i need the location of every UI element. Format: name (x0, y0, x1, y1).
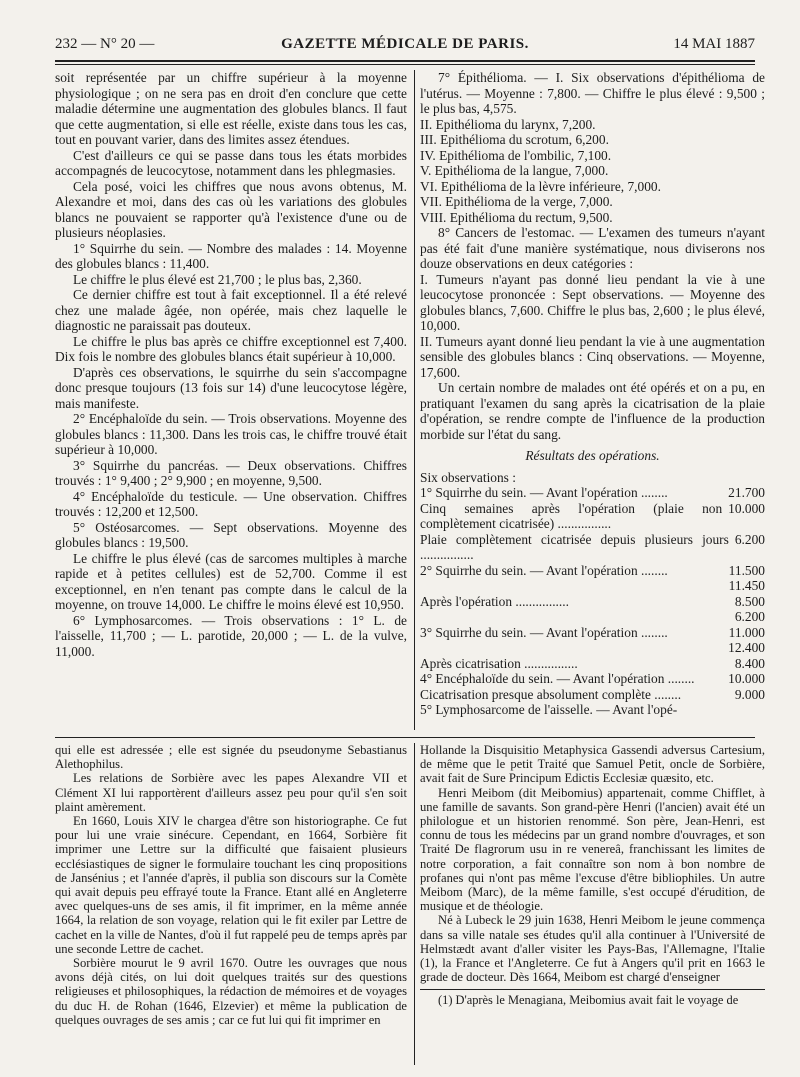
table-row: 6.200 (734, 609, 765, 624)
upper-left-column (55, 70, 407, 659)
journal-title: GAZETTE MÉDICALE DE PARIS. (281, 36, 529, 52)
list-item: V. Epithélioma de la langue, 7,000. (420, 163, 609, 178)
footnote-rule (420, 989, 765, 990)
page-header (55, 36, 755, 56)
table-row: 3° Squirrhe du sein. — Avant l'opération ........ 11.000 (420, 624, 765, 640)
table-row: Après l'opération ................ 8.500 (420, 593, 765, 609)
header-rule (55, 60, 755, 62)
table-row: Cinq semaines après l'opération (plaie non complètement cicatrisée) ................ 10.000 (420, 500, 765, 531)
upper-right-column (420, 70, 765, 718)
results-intro: Six observations : (420, 469, 516, 485)
table-row: 11.450 (728, 578, 765, 593)
results-table (420, 485, 765, 718)
section-rule (55, 737, 755, 738)
issue-date: 14 MAI 1887 (673, 36, 755, 52)
paragraph: Hollande la Disquisitio Metaphysica Gassendi adversus Cartesium, de même que le petit Traité que Samuel Petit, oncle de Sorbière, avait fait de Sure Principum Edictis Ecclesiæ quæsito, etc. (420, 743, 765, 786)
results-heading: Résultats des opérations. (525, 448, 660, 463)
column-divider (414, 70, 415, 730)
list-item: VI. Epithélioma de la lèvre inférieure, 7,000. (420, 178, 661, 194)
lower-left-column (55, 743, 407, 1027)
paragraph: Les relations de Sorbière avec les papes Alexandre VII et Clément XI lui rapportèrent d'ailleurs assez peu pour qu'il s'en soit plaint amèrement. (55, 771, 407, 814)
list-item: IV. Epithélioma de l'ombilic, 7,100. (420, 147, 612, 163)
lower-right-column (420, 743, 765, 1007)
paragraph: II. Tumeurs ayant donné lieu pendant la vie à une augmentation sensible des globules blancs : Cinq observations. — Moyenne, 17,600. (420, 333, 765, 380)
table-row: 5° Lymphosarcome de l'aisselle. — Avant l'opé- (420, 702, 678, 717)
paragraph: Sorbière mourut le 9 avril 1670. Outre les ouvrages que nous avons déjà cités, on lui doit quelques traités sur des questions religieuses et philosophiques, la rédaction de mémoires et de voyages du duc H. de Rohan (1646, Elzevier) et même la publication de quelques ouvrages de ses amis ; car ce fut lui qui fit imprimer en (55, 956, 407, 1027)
paragraph: Le chiffre le plus élevé est 21,700 ; le plus bas, 2,360. (73, 271, 362, 287)
paragraph: qui elle est adressée ; elle est signée du pseudonyme Sebastianus Alethophilus. (55, 743, 407, 772)
header-rule-thin (55, 64, 755, 65)
paragraph: 1° Squirrhe du sein. — Nombre des malades : 14. Moyenne des globules blancs : 11,400. (55, 240, 407, 271)
paragraph: 3° Squirrhe du pancréas. — Deux observations. Chiffres trouvés : 1° 9,400 ; 2° 9,900 ; en moyenne, 9,500. (55, 457, 407, 488)
paragraph: Un certain nombre de malades ont été opérés et on a pu, en pratiquant l'examen du sang après la cicatrisation de la plaie d'opération, se rendre compte de l'influence de la production morbide sur l'état du sang. (420, 380, 765, 442)
paragraph: 7° Épithélioma. — I. Six observations d'épithélioma de l'utérus. — Moyenne : 7,800. — Chiffre le plus élevé : 9,500 ; le plus bas, 4,575. (420, 70, 765, 116)
table-row: 2° Squirrhe du sein. — Avant l'opération ........ 11.500 (420, 562, 765, 578)
list-item: VIII. Epithélioma du rectum, 9,500. (420, 209, 613, 225)
list-item: II. Epithélioma du larynx, 7,200. (420, 116, 596, 132)
paragraph: soit représentée par un chiffre supérieur à la moyenne physiologique ; on ne sera pas en droit d'en conclure que cette maladie détermine une augmentation des globules blancs. Il faut que cette augmentation, si elle est réelle, existe dans tous les cas, tout en pouvant varier, dans des limites assez étendues. (55, 70, 407, 147)
paragraph: Henri Meibom (dit Meibomius) appartenait, comme Chifflet, à une famille de savants. Son grand-père Henri (l'ancien) avait été un philologue et un historien renommé. Son père, Jean-Henri, est connu de tous les médecins par un grand nombre d'ouvrages, et son Traité De flagrorum usu in re venereâ, franchissant les limites de notre corporation, a fait connaître son nom à bon nombre de profanes qui n'ont pas même l'excuse d'être bibliophiles. Un autre Meibom (Marc), de la même famille, s'est occupé d'érudition, de musique et de théologie. (420, 785, 765, 914)
paragraph: Cela posé, voici les chiffres que nous avons obtenus, M. Alexandre et moi, dans des cas où les variations des globules blancs ne pouvaient se rapporter qu'à l'existence d'une ou de plusieurs néoplasies. (55, 178, 407, 240)
table-row: Plaie complètement cicatrisée depuis plusieurs jours ................ 6.200 (420, 531, 765, 562)
paragraph: Le chiffre le plus bas après ce chiffre exceptionnel est 7,400. Dix fois le nombre des globules blancs était supérieur à 10,000. (55, 333, 407, 364)
paragraph: I. Tumeurs n'ayant pas donné lieu pendant la vie à une leucocytose prononcée : Sept observations. — Moyenne des globules blancs, 7,600. Chiffre le plus bas, 2,600 ; le plus élevé, 10,000. (420, 271, 765, 333)
paragraph: Ce dernier chiffre est tout à fait exceptionnel. Il a été relevé chez une malade âgée, non opérée, mais chez laquelle le diagnostic ne paraissait pas douteux. (55, 287, 407, 333)
list-item: VII. Epithélioma de la verge, 7,000. (420, 194, 613, 209)
paragraph: 8° Cancers de l'estomac. — L'examen des tumeurs n'ayant pas été fait d'une manière systématique, nous diviserons nos douze observations en deux catégories : (420, 225, 765, 271)
footnote: (1) D'après le Menagiana, Meibomius avait fait le voyage de (438, 993, 739, 1008)
paragraph: Né à Lubeck le 29 juin 1638, Henri Meibom le jeune commença dans sa ville natale ses études qu'il alla continuer à l'Université de Helmstædt avant d'aller visiter les Pays-Bas, l'Allemagne, l'Italie (1), la France et l'Angleterre. Ce fut à Angers qu'il prit en 1663 le grade de docteur. Dès 1664, Meibom est chargé d'enseigner (420, 913, 765, 985)
paragraph: 4° Encéphaloïde du testicule. — Une observation. Chiffres trouvés : 12,200 et 12,500. (55, 488, 407, 519)
table-row: 1° Squirrhe du sein. — Avant l'opération ........ 21.700 (420, 485, 765, 500)
paragraph: En 1660, Louis XIV le chargea d'être son historiographe. Ce fut pour lui une vraie sinécure. Cependant, en 1664, Sorbière fit imprimer une Lettre sur la difficulté que faisaient plusieurs ecclésiastiques de signer le formulaire touchant les cinq propositions de Jansénius ; et l'année d'après, il publia son discours sur la Comète qui avait depuis peu effrayé toute la France. Etant allé en Angleterre avec quelques-uns de ses amis, il fit imprimer, en la même année 1664, la relation de son voyage, relation qui le fit exiler par Lettre de cachet en la ville de Nantes, d'où il fut rappelé peu de temps après par une seconde Lettre de cachet. (55, 814, 407, 956)
table-row: 4° Encéphaloïde du sein. — Avant l'opération ........ 10.000 (420, 671, 765, 686)
table-row: Après cicatrisation ................ 8.400 (420, 655, 765, 671)
paragraph: Le chiffre le plus élevé (cas de sarcomes multiples à marche rapide et à petites cellules) est de 52,700. Comme il est exceptionnel, en n'en tenant pas compte dans le calcul de la moyenne, on trouve 14,000. Le chiffre le moins élevé est 10,950. (55, 550, 407, 612)
table-row: 12.400 (728, 640, 765, 655)
list-item: III. Epithélioma du scrotum, 6,200. (420, 132, 609, 147)
column-divider (414, 743, 415, 1065)
paragraph: 5° Ostéosarcomes. — Sept observations. Moyenne des globules blancs : 19,500. (55, 519, 407, 550)
page-number: 232 — N° 20 — (55, 36, 155, 52)
paragraph: 6° Lymphosarcomes. — Trois observations : 1° L. de l'aisselle, 11,700 ; — L. parotide, 20,000 ; — L. de la vulve, 11,000. (55, 612, 407, 659)
table-row: Cicatrisation presque absolument complète ........ 9.000 (420, 686, 765, 702)
paragraph: D'après ces observations, le squirrhe du sein s'accompagne donc presque toujours (13 fois sur 14) d'une leucocytose légère, mais manifeste. (55, 364, 407, 411)
paragraph: 2° Encéphaloïde du sein. — Trois observations. Moyenne des globules blancs : 11,300. Dans les trois cas, le chiffre trouvé était supérieur à 10,000. (55, 411, 407, 457)
paragraph: C'est d'ailleurs ce qui se passe dans tous les états morbides accompagnés de leucocytose, notamment dans les phlegmasies. (55, 147, 407, 178)
